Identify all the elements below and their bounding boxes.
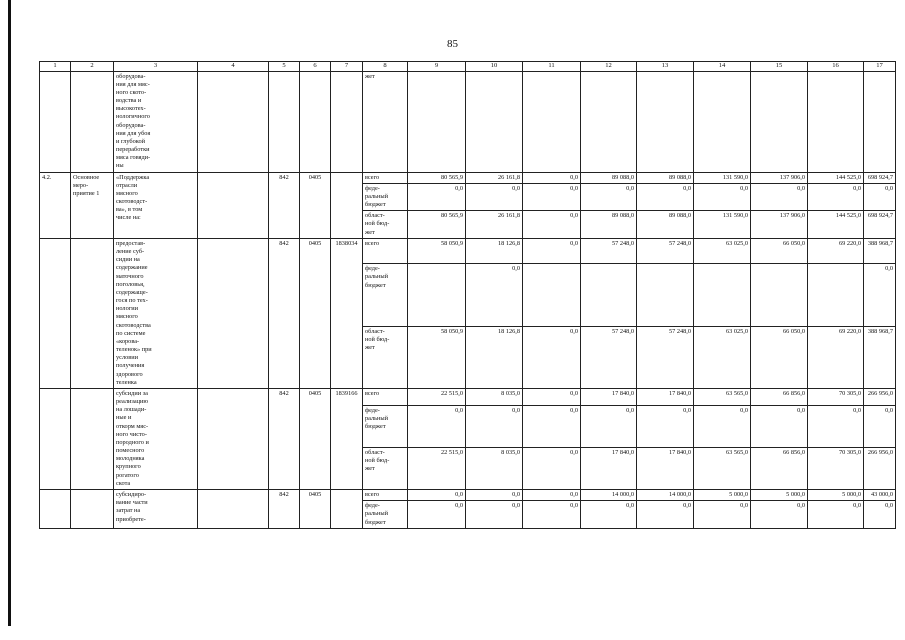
cell-value (751, 71, 808, 172)
cell-value: 66 856,0 (751, 447, 808, 489)
cell-value: 266 956,0 (864, 447, 896, 489)
cell-col-4 (198, 238, 269, 388)
cell-col-7 (331, 172, 363, 238)
cell-value (408, 71, 466, 172)
page-number: 85 (447, 38, 458, 50)
cell-value: 26 161,8 (466, 211, 523, 239)
cell-col-7: 1838034 (331, 238, 363, 388)
cell-funding-source: всего (363, 238, 408, 263)
cell-value: 5 000,0 (694, 489, 751, 500)
cell-value (637, 264, 694, 326)
cell-description: субсидиро- вание части затрат на приобрете- (114, 489, 198, 528)
cell-col-7 (331, 71, 363, 172)
cell-value: 0,0 (523, 388, 581, 405)
cell-funding-source: всего (363, 172, 408, 183)
cell-value: 26 161,8 (466, 172, 523, 183)
cell-value: 43 000,0 (864, 489, 896, 500)
cell-value (523, 264, 581, 326)
cell-funding-source: всего (363, 489, 408, 500)
cell-funding-source: всего (363, 388, 408, 405)
cell-value: 0,0 (694, 405, 751, 447)
cell-col-4 (198, 71, 269, 172)
cell-value: 0,0 (466, 489, 523, 500)
column-number: 3 (114, 62, 198, 72)
column-number: 8 (363, 62, 408, 72)
cell-value: 70 305,0 (808, 388, 864, 405)
cell-value: 57 248,0 (581, 326, 637, 388)
cell-value: 0,0 (466, 405, 523, 447)
cell-value: 5 000,0 (751, 489, 808, 500)
cell-col-5: 842 (269, 489, 300, 528)
cell-value: 698 924,7 (864, 211, 896, 239)
table-row (40, 238, 896, 263)
cell-value: 0,0 (523, 501, 581, 529)
cell-value: 89 088,0 (581, 172, 637, 183)
cell-funding-source: феде- ральный бюджет (363, 501, 408, 529)
cell-value: 57 248,0 (637, 238, 694, 263)
cell-value: 80 565,9 (408, 211, 466, 239)
cell-col-7: 1839166 (331, 388, 363, 489)
cell-value: 17 840,0 (581, 388, 637, 405)
cell-value: 14 000,0 (581, 489, 637, 500)
cell-value: 0,0 (808, 183, 864, 211)
cell-value (694, 71, 751, 172)
cell-value (581, 71, 637, 172)
cell-value: 63 565,0 (694, 388, 751, 405)
cell-value: 17 840,0 (581, 447, 637, 489)
cell-col-2 (71, 71, 114, 172)
cell-description: оборудова- ния для мяс- ного ското- водства и высокотех- нологичного оборудова- ния для убоя и глубокой переработки мяса говяди- ны (114, 71, 198, 172)
cell-col-6 (300, 71, 331, 172)
cell-value: 0,0 (466, 501, 523, 529)
cell-funding-source: област- ной бюд- жет (363, 447, 408, 489)
cell-value: 22 515,0 (408, 447, 466, 489)
cell-value: 89 088,0 (637, 172, 694, 183)
cell-value: 0,0 (408, 489, 466, 500)
budget-table (39, 61, 896, 529)
cell-value: 0,0 (864, 264, 896, 326)
column-number: 13 (637, 62, 694, 72)
cell-funding-source: област- ной бюд- жет (363, 211, 408, 239)
cell-value: 66 050,0 (751, 326, 808, 388)
cell-value: 63 025,0 (694, 326, 751, 388)
cell-col-5: 842 (269, 172, 300, 238)
cell-value: 0,0 (637, 501, 694, 529)
cell-value: 17 840,0 (637, 388, 694, 405)
cell-col-1 (40, 238, 71, 388)
cell-value: 137 906,0 (751, 211, 808, 239)
cell-col-4 (198, 489, 269, 528)
column-number: 17 (864, 62, 896, 72)
cell-description: предостав- ление суб- сидии на содержание маточного поголовья, содержаще- гося по тех- нологии мясного скотоводства по системе «корова- теленок» при условии получения здорового теленка (114, 238, 198, 388)
cell-value: 266 956,0 (864, 388, 896, 405)
cell-value (637, 71, 694, 172)
cell-value: 63 565,0 (694, 447, 751, 489)
cell-value: 70 305,0 (808, 447, 864, 489)
cell-value: 17 840,0 (637, 447, 694, 489)
column-number: 5 (269, 62, 300, 72)
cell-col-6: 0405 (300, 489, 331, 528)
column-number: 16 (808, 62, 864, 72)
cell-col-6: 0405 (300, 388, 331, 489)
cell-value: 144 525,0 (808, 211, 864, 239)
cell-funding-source: жет (363, 71, 408, 172)
cell-value: 57 248,0 (581, 238, 637, 263)
cell-value: 0,0 (581, 501, 637, 529)
cell-value: 22 515,0 (408, 388, 466, 405)
column-number: 15 (751, 62, 808, 72)
cell-col-4 (198, 172, 269, 238)
cell-col-1 (40, 388, 71, 489)
cell-col-2 (71, 489, 114, 528)
cell-col-4 (198, 388, 269, 489)
cell-value: 58 050,9 (408, 238, 466, 263)
cell-col-5: 842 (269, 388, 300, 489)
cell-value: 57 248,0 (637, 326, 694, 388)
cell-value (408, 264, 466, 326)
cell-value: 698 924,7 (864, 172, 896, 183)
cell-value: 0,0 (408, 405, 466, 447)
cell-value: 0,0 (581, 405, 637, 447)
cell-col-2 (71, 238, 114, 388)
cell-value: 0,0 (408, 183, 466, 211)
cell-funding-source: феде- ральный бюджет (363, 183, 408, 211)
cell-value: 8 035,0 (466, 447, 523, 489)
cell-value: 0,0 (523, 489, 581, 500)
cell-value: 5 000,0 (808, 489, 864, 500)
column-number: 4 (198, 62, 269, 72)
cell-col-1 (40, 489, 71, 528)
table-row (40, 388, 896, 405)
table-row (40, 71, 896, 172)
cell-value: 144 525,0 (808, 172, 864, 183)
cell-value: 0,0 (523, 183, 581, 211)
cell-value: 0,0 (408, 501, 466, 529)
cell-value: 388 968,7 (864, 326, 896, 388)
column-number: 14 (694, 62, 751, 72)
cell-value: 63 025,0 (694, 238, 751, 263)
cell-value (694, 264, 751, 326)
cell-value: 0,0 (581, 183, 637, 211)
cell-value (864, 71, 896, 172)
cell-value (808, 264, 864, 326)
cell-value: 137 906,0 (751, 172, 808, 183)
cell-value: 0,0 (637, 405, 694, 447)
column-number: 10 (466, 62, 523, 72)
cell-value: 69 220,0 (808, 238, 864, 263)
table-row (40, 172, 896, 183)
cell-col-2: Основное меро- приятие 1 (71, 172, 114, 238)
cell-value: 388 968,7 (864, 238, 896, 263)
cell-value: 0,0 (466, 183, 523, 211)
cell-col-5 (269, 71, 300, 172)
cell-value: 69 220,0 (808, 326, 864, 388)
cell-col-6: 0405 (300, 172, 331, 238)
cell-value (466, 71, 523, 172)
cell-value: 131 590,0 (694, 211, 751, 239)
column-number: 2 (71, 62, 114, 72)
cell-value (581, 264, 637, 326)
cell-value: 89 088,0 (637, 211, 694, 239)
cell-funding-source: феде- ральный бюджет (363, 264, 408, 326)
column-number: 1 (40, 62, 71, 72)
cell-value: 0,0 (637, 183, 694, 211)
cell-value: 0,0 (694, 501, 751, 529)
cell-value (751, 264, 808, 326)
cell-value: 131 590,0 (694, 172, 751, 183)
cell-value: 0,0 (466, 264, 523, 326)
cell-value: 0,0 (864, 501, 896, 529)
cell-funding-source: феде- ральный бюджет (363, 405, 408, 447)
cell-col-7 (331, 489, 363, 528)
cell-col-5: 842 (269, 238, 300, 388)
cell-value: 0,0 (751, 501, 808, 529)
cell-value: 0,0 (864, 183, 896, 211)
cell-col-2 (71, 388, 114, 489)
column-number: 12 (581, 62, 637, 72)
column-number: 9 (408, 62, 466, 72)
column-number: 11 (523, 62, 581, 72)
cell-value: 0,0 (751, 183, 808, 211)
cell-value: 18 126,8 (466, 326, 523, 388)
cell-col-1: 4.2. (40, 172, 71, 238)
cell-value: 0,0 (864, 405, 896, 447)
table-row (40, 489, 896, 500)
cell-value: 0,0 (808, 501, 864, 529)
cell-value: 66 050,0 (751, 238, 808, 263)
cell-value: 8 035,0 (466, 388, 523, 405)
cell-value: 0,0 (523, 211, 581, 239)
cell-description: субсидии за реализацию на лошади- ные и откорм мяс- ного чисто- породного и помесного молодняка крупного рогатого скота (114, 388, 198, 489)
cell-value (808, 71, 864, 172)
cell-value: 0,0 (751, 405, 808, 447)
cell-value: 14 000,0 (637, 489, 694, 500)
cell-value: 89 088,0 (581, 211, 637, 239)
column-number-row (40, 62, 896, 72)
cell-col-6: 0405 (300, 238, 331, 388)
cell-value: 0,0 (523, 447, 581, 489)
cell-value: 0,0 (523, 172, 581, 183)
cell-value: 0,0 (808, 405, 864, 447)
cell-value: 0,0 (523, 326, 581, 388)
cell-value: 0,0 (523, 238, 581, 263)
cell-col-1 (40, 71, 71, 172)
cell-value: 66 856,0 (751, 388, 808, 405)
page-edge-bar (8, 0, 11, 626)
cell-value: 18 126,8 (466, 238, 523, 263)
cell-value: 58 050,9 (408, 326, 466, 388)
cell-description: «Поддержка отрасли мясного скотоводст- ва», в том числе на: (114, 172, 198, 238)
cell-value (523, 71, 581, 172)
column-number: 6 (300, 62, 331, 72)
cell-funding-source: област- ной бюд- жет (363, 326, 408, 388)
cell-value: 0,0 (694, 183, 751, 211)
column-number: 7 (331, 62, 363, 72)
cell-value: 80 565,9 (408, 172, 466, 183)
cell-value: 0,0 (523, 405, 581, 447)
